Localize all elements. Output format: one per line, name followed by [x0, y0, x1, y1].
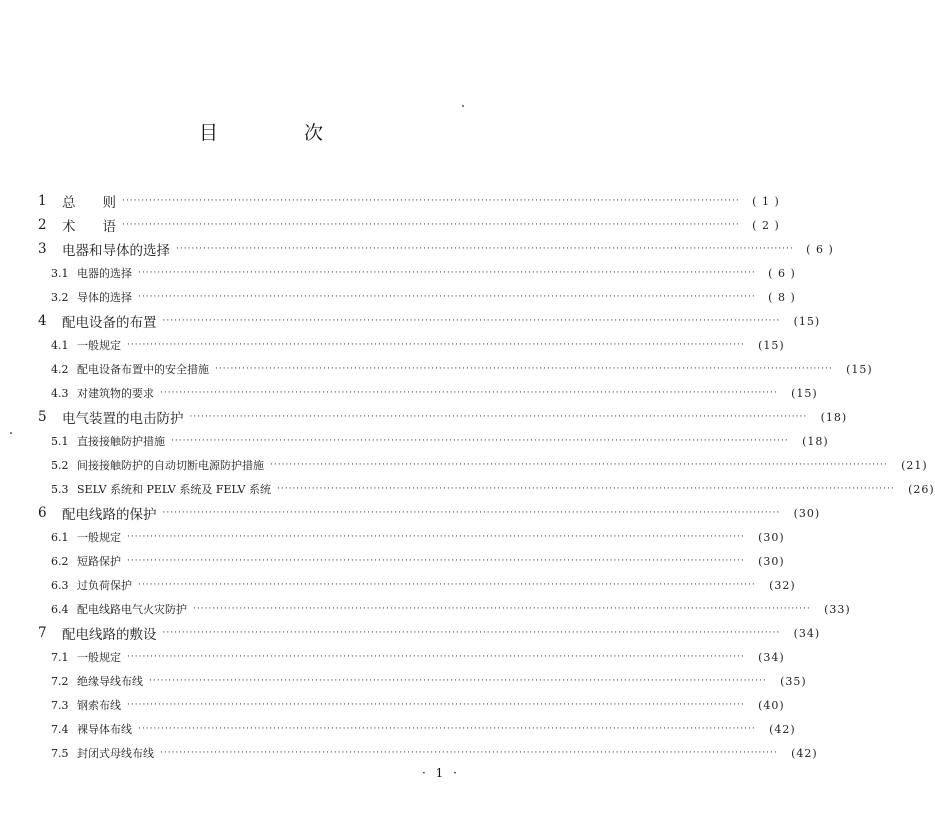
- dot-leader: ································································································································································: [122, 220, 740, 230]
- toc-entry-page: (15): [758, 338, 785, 352]
- toc-entry-number: 4: [38, 313, 47, 329]
- dot-leader: ································································································································································: [138, 580, 756, 590]
- toc-entry-number: 5.2: [51, 458, 69, 472]
- toc-entry-page: (21): [901, 458, 928, 472]
- toc-entry-page: (18): [820, 410, 848, 424]
- toc-entry-title: 直接接触防护措施: [77, 435, 165, 448]
- toc-entry-title: 间接接触防护的自动切断电源防护措施: [77, 459, 264, 472]
- toc-entry-page: (30): [758, 554, 785, 568]
- dot-leader: ································································································································································: [162, 508, 781, 518]
- toc-entry-page: (35): [780, 674, 807, 688]
- toc-entry-title: 电器的选择: [77, 267, 132, 280]
- toc-chapter-entry: [38, 213, 780, 237]
- toc-section-entry: [38, 741, 818, 765]
- toc-chapter-entry: [38, 237, 834, 261]
- dot-leader: ································································································································································: [162, 628, 781, 638]
- toc-section-entry: [38, 453, 928, 477]
- toc-entry-page: (42): [791, 746, 818, 760]
- dot-leader: ································································································································································: [276, 484, 895, 494]
- toc-entry-title: 封闭式母线布线: [77, 747, 154, 760]
- toc-entry-number: 6: [38, 505, 47, 521]
- toc-entry-number: 1: [38, 193, 47, 209]
- toc-entry-page: (33): [824, 602, 851, 616]
- toc-entry-number: 7.5: [51, 746, 69, 760]
- toc-section-entry: [38, 669, 807, 693]
- dot-leader: ································································································································································: [127, 700, 745, 710]
- toc-entry-number: 7.3: [51, 698, 69, 712]
- toc-entry-page: (34): [793, 626, 821, 640]
- toc-entry-title: 电气装置的电击防护: [62, 411, 184, 427]
- toc-entry-number: 5: [38, 409, 47, 425]
- toc-entry-title: SELV 系统和 PELV 系统及 FELV 系统: [77, 483, 271, 496]
- toc-section-entry: [38, 381, 818, 405]
- toc-entry-page: (30): [793, 506, 821, 520]
- toc-entry-title: 绝缘导线布线: [77, 675, 143, 688]
- dot-leader: ································································································································································: [189, 412, 808, 422]
- toc-section-entry: [38, 429, 829, 453]
- page-number: · 1 ·: [422, 766, 460, 780]
- toc-entry-title: 配电线路的敷设: [62, 627, 157, 643]
- dot-leader: ································································································································································: [149, 676, 767, 686]
- toc-chapter-entry: [38, 309, 821, 333]
- toc-entry-title: 过负荷保护: [77, 579, 132, 592]
- toc-entry-number: 3.2: [51, 290, 69, 304]
- dot-leader: ································································································································································: [215, 364, 833, 374]
- toc-entry-title: 配电线路的保护: [62, 507, 157, 523]
- toc-entry-number: 7: [38, 625, 47, 641]
- toc-section-entry: [38, 573, 796, 597]
- scan-speck: [462, 105, 464, 107]
- toc-entry-number: 6.1: [51, 530, 69, 544]
- dot-leader: ································································································································································: [127, 556, 745, 566]
- toc-section-entry: [38, 717, 796, 741]
- toc-entry-title: 配电线路电气火灾防护: [77, 603, 187, 616]
- toc-chapter-entry: [38, 189, 780, 213]
- toc-section-entry: [38, 477, 935, 501]
- toc-entry-number: 5.3: [51, 482, 69, 496]
- toc-chapter-entry: [38, 405, 848, 429]
- toc-entry-page: (15): [791, 386, 818, 400]
- toc-entry-page: (42): [769, 722, 796, 736]
- dot-leader: ································································································································································: [127, 652, 745, 662]
- toc-chapter-entry: [38, 501, 821, 525]
- toc-entry-number: 5.1: [51, 434, 69, 448]
- scan-speck: [10, 432, 12, 434]
- toc-entry-number: 6.4: [51, 602, 69, 616]
- dot-leader: ································································································································································: [162, 316, 781, 326]
- dot-leader: ································································································································································: [171, 436, 789, 446]
- toc-entry-title: 裸导体布线: [77, 723, 132, 736]
- toc-entry-page: (30): [758, 530, 785, 544]
- toc-entry-page: ( 1 ): [752, 194, 780, 208]
- toc-entry-page: (26): [908, 482, 935, 496]
- toc-entry-title: 短路保护: [77, 555, 121, 568]
- dot-leader: ································································································································································: [138, 268, 756, 278]
- toc-entry-title: 总 则: [62, 195, 116, 211]
- dot-leader: ································································································································································: [176, 244, 794, 254]
- dot-leader: ································································································································································: [160, 748, 778, 758]
- toc-entry-title: 对建筑物的要求: [77, 387, 154, 400]
- toc-entry-title: 电器和导体的选择: [62, 243, 170, 259]
- toc-entry-number: 7.2: [51, 674, 69, 688]
- toc-entry-page: ( 6 ): [806, 242, 834, 256]
- toc-entry-number: 3: [38, 241, 47, 257]
- table-of-contents: [38, 189, 935, 765]
- toc-section-entry: [38, 549, 785, 573]
- toc-entry-title: 配电设备布置中的安全措施: [77, 363, 209, 376]
- toc-entry-page: (32): [769, 578, 796, 592]
- toc-section-entry: [38, 333, 785, 357]
- toc-entry-number: 4.3: [51, 386, 69, 400]
- toc-section-entry: [38, 597, 851, 621]
- toc-entry-number: 4.2: [51, 362, 69, 376]
- toc-entry-title: 导体的选择: [77, 291, 132, 304]
- toc-entry-page: (18): [802, 434, 829, 448]
- toc-entry-page: (34): [758, 650, 785, 664]
- toc-section-entry: [38, 693, 785, 717]
- toc-entry-number: 6.3: [51, 578, 69, 592]
- dot-leader: ································································································································································: [122, 196, 740, 206]
- dot-leader: ································································································································································: [270, 460, 888, 470]
- toc-entry-number: 2: [38, 217, 47, 233]
- toc-entry-page: ( 8 ): [768, 290, 796, 304]
- toc-entry-page: (15): [846, 362, 873, 376]
- toc-entry-number: 7.1: [51, 650, 69, 664]
- dot-leader: ································································································································································: [138, 724, 756, 734]
- toc-entry-number: 7.4: [51, 722, 69, 736]
- toc-entry-page: ( 2 ): [752, 218, 780, 232]
- toc-section-entry: [38, 261, 796, 285]
- toc-section-entry: [38, 285, 796, 309]
- toc-entry-title: 钢索布线: [77, 699, 121, 712]
- dot-leader: ································································································································································: [127, 532, 745, 542]
- toc-entry-number: 3.1: [51, 266, 69, 280]
- toc-chapter-entry: [38, 621, 821, 645]
- toc-entry-page: (15): [793, 314, 821, 328]
- dot-leader: ································································································································································: [193, 604, 811, 614]
- dot-leader: ································································································································································: [127, 340, 745, 350]
- page-title: 目 次: [198, 122, 364, 144]
- toc-entry-title: 一般规定: [77, 651, 121, 664]
- toc-entry-title: 术 语: [62, 219, 116, 235]
- dot-leader: ································································································································································: [138, 292, 756, 302]
- toc-entry-page: ( 6 ): [768, 266, 796, 280]
- toc-entry-title: 一般规定: [77, 339, 121, 352]
- toc-entry-number: 4.1: [51, 338, 69, 352]
- toc-entry-number: 6.2: [51, 554, 69, 568]
- toc-entry-title: 配电设备的布置: [62, 315, 157, 331]
- dot-leader: ································································································································································: [160, 388, 778, 398]
- toc-entry-title: 一般规定: [77, 531, 121, 544]
- toc-section-entry: [38, 525, 785, 549]
- toc-section-entry: [38, 357, 873, 381]
- toc-entry-page: (40): [758, 698, 785, 712]
- toc-section-entry: [38, 645, 785, 669]
